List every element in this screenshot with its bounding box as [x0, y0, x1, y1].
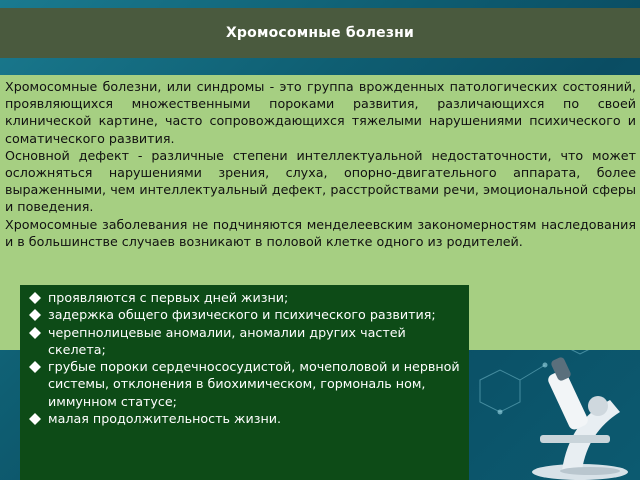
list-item: [28, 358, 461, 410]
list-item: [28, 289, 461, 306]
microscope-icon: [470, 340, 640, 480]
bullet-diamond-icon: [29, 327, 41, 339]
list-item-text: грубые пороки сердечнососудистой, мочеполовой и нервной системы, отклонения в биохимическом, гормональ ном, иммунном статусе;: [48, 359, 460, 409]
bullet-diamond-icon: [29, 292, 41, 304]
slide-title: Хромосомные болезни: [225, 25, 415, 41]
title-bar: [0, 8, 640, 58]
list-item-text: малая продолжительность жизни.: [48, 411, 282, 427]
list-item-text: черепнолицевые аномалии, аномалии других частей скелета;: [48, 324, 406, 357]
list-item-text: задержка общего физического и психического развития;: [48, 307, 436, 323]
paragraph-inheritance: Хромосомные заболевания не подчиняются менделеевским закономерностям наследования и в большинстве случаев возникают в половой клетке одного из родителей.: [5, 216, 636, 249]
bullet-diamond-icon: [29, 361, 41, 373]
bullet-diamond-icon: [29, 309, 41, 321]
bullet-diamond-icon: [29, 413, 41, 425]
symptoms-list: [28, 289, 461, 427]
paragraph-main-defect: Основной дефект - различные степени интеллектуальной недостаточности, что может осложняться нарушениями зрения, слуха, опорно-двигательного аппарата, более выраженными, чем интеллектуальный дефект, расстройствами речи, эмоциональной сферы и поведения.: [5, 147, 636, 215]
list-item-text: проявляются с первых дней жизни;: [48, 290, 289, 305]
paragraph-definition: Хромосомные болезни, или синдромы - это группа врожденных патологических состояний, проявляющихся множественными пороками развития, различающихся по своей клинической картине, часто сопровождающихся тяжелыми нарушениями психического и соматического развития.: [5, 79, 636, 146]
list-item: [28, 306, 461, 323]
symptoms-list-box: [20, 285, 469, 480]
list-item: [28, 410, 461, 427]
list-item: [28, 324, 461, 359]
